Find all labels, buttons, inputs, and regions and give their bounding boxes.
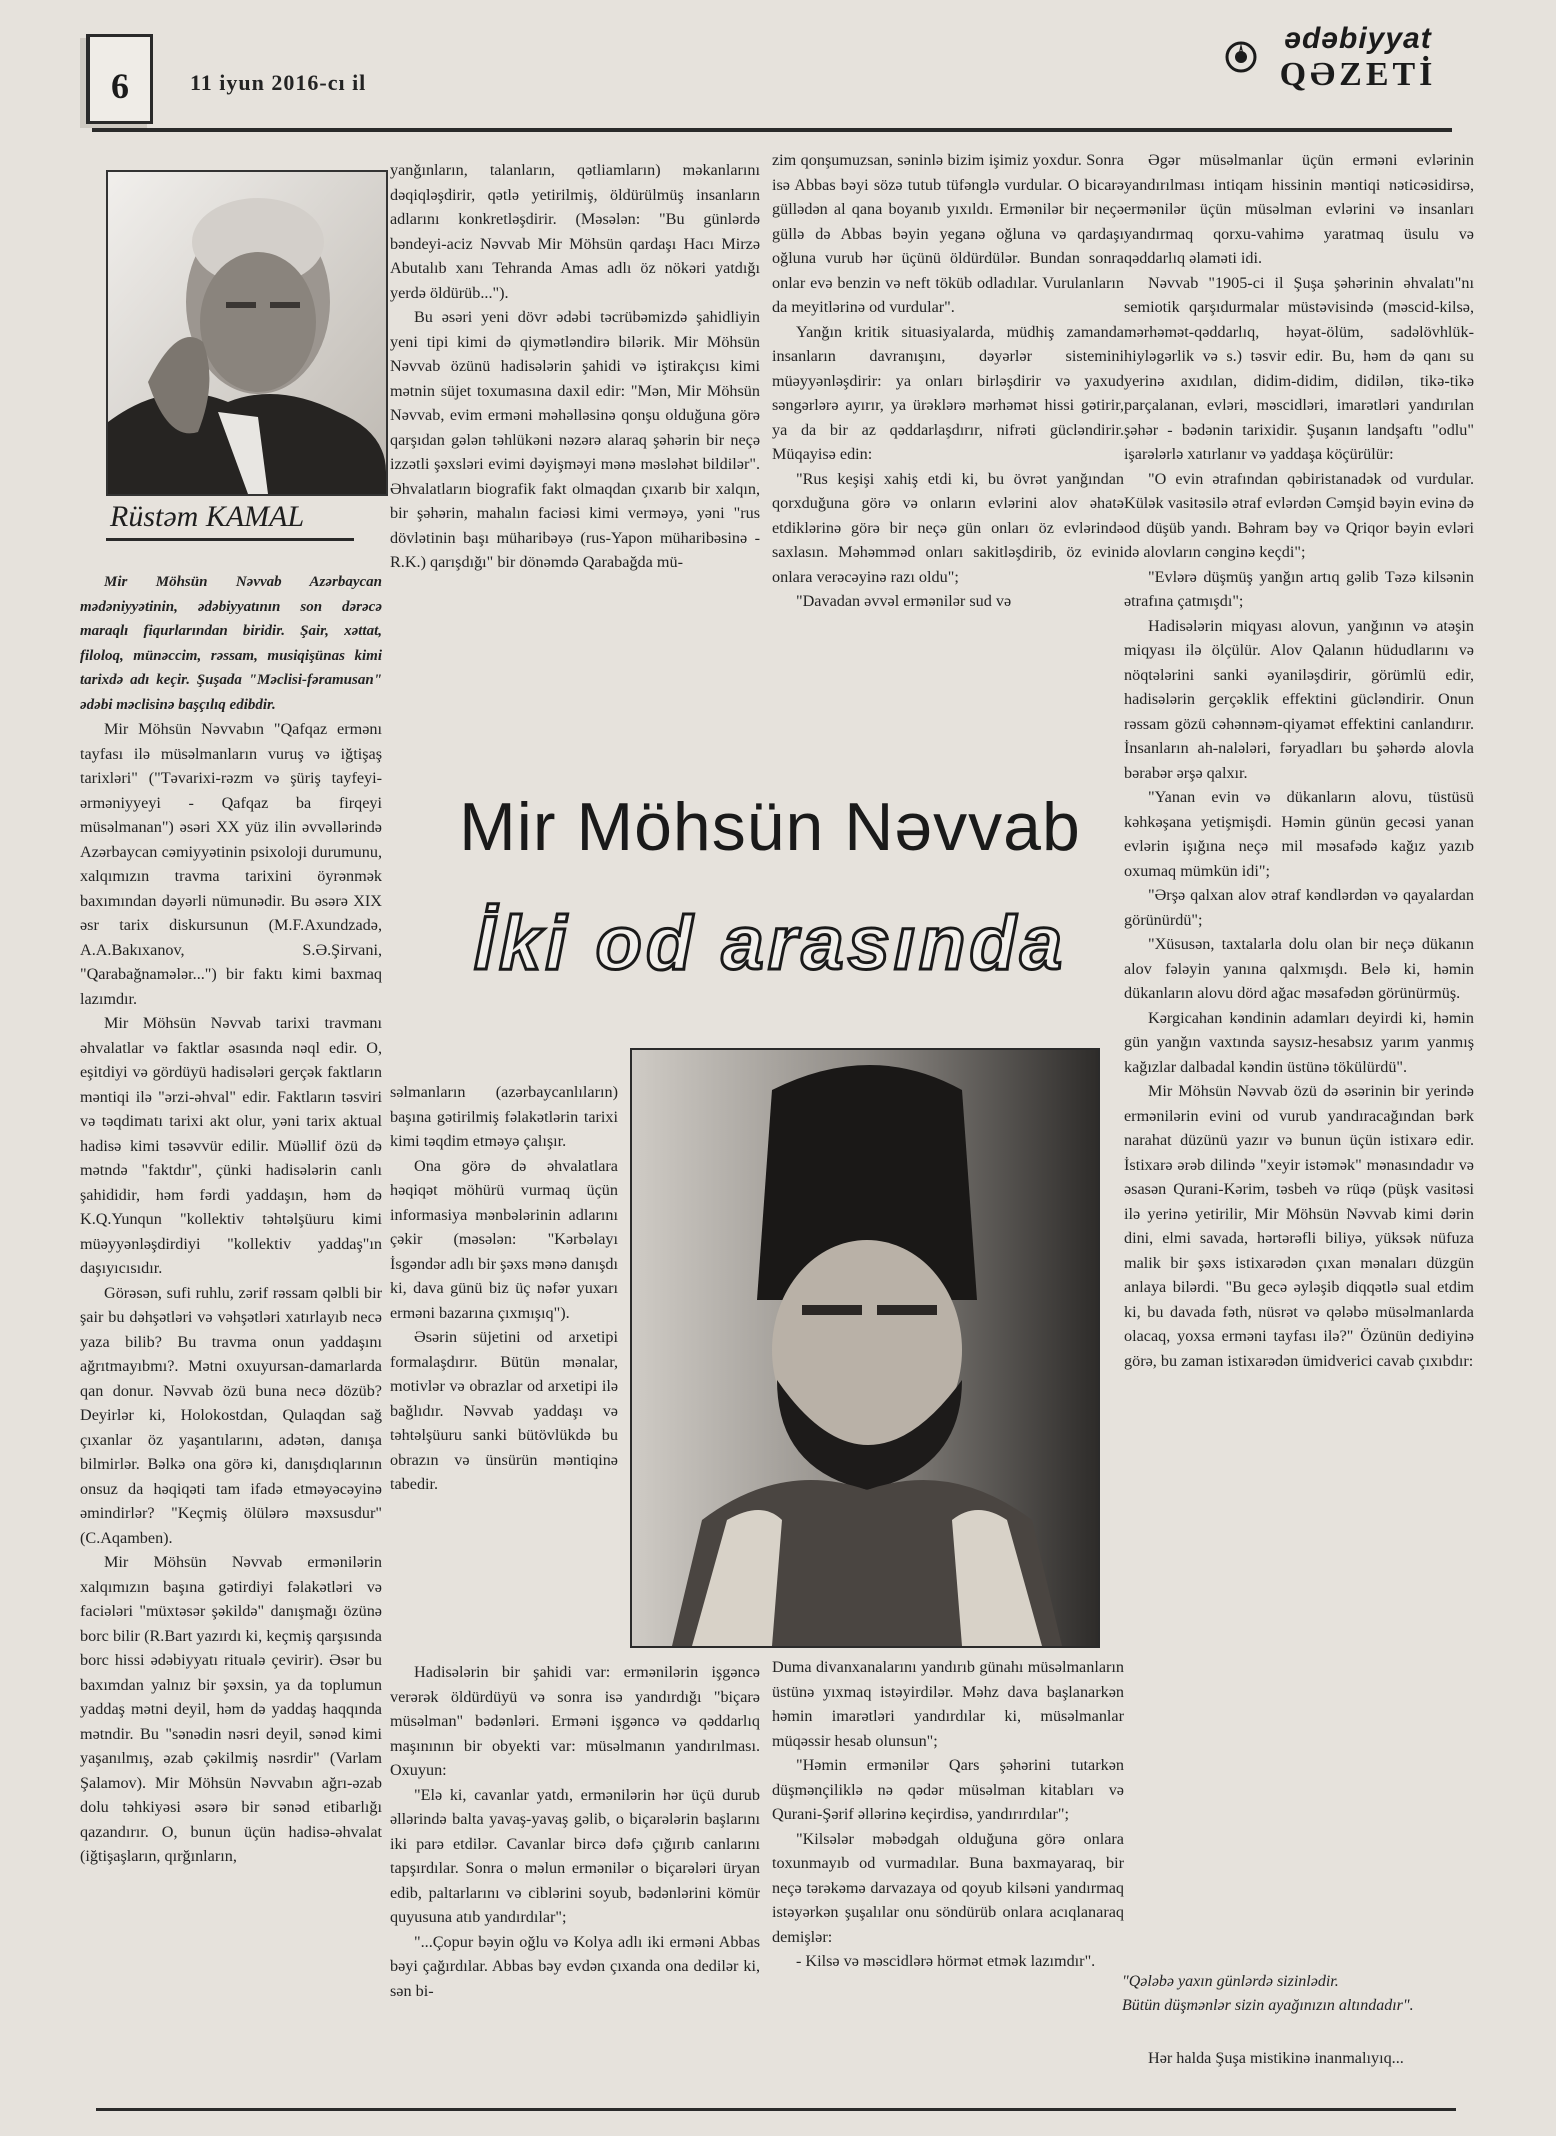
paragraph: Mir Möhsün Nəvvab tarixi travmanı əhvalatlar və faktlar əsasında nəql edir. O, eşitdiyi və gördüyü hadisələri gerçək faktların məntiqi ilə "ərzi-əhval" edir. Faktların təsviri və təqdimatı tarixi akt olur, yəni tarix aktual hadisə kimi təsəvvür edilir. Müəllif özü də mətndə "faktdır", çünki hadisələrin canlı şahididir, həm fərdi yaddaşın, həm də K.Q.Yunqun "kollektiv təhtəlşüuru kimi müəyyənləşdirdiyi "kollektiv yaddaş"ın daşıyıcısıdır. [80, 1014, 382, 1277]
paragraph: Nəvvab "1905-ci il Şuşa şəhərinin əhvalatı"nı semiotik qarşıdurmalar müstəvisində (məscid-kilsə, mərhəmət-qəddarlıq, həyat-ölüm, sadəlövhlük-hiyləgərlik və s.) təsvir edir. Bu, həm də qanı su yerinə axıdılan, didim-didim, didilən, tikə-tikə parçalanan, evləri, məscidləri, imarətləri yandırılan şəhər - bədənin tarixidir. Şuşanın landşaftı "odlu" işarələrlə xatırlanır və yaddaşa köçürülür: [1124, 273, 1474, 463]
paragraph: "Yanan evin və dükanların alovu, tüstüsü kəhkəşana yetişmişdi. Həmin günün gecəsi yanan evlərin işığına neçə mil məsafədə kağız yazıb oxumaq mümkün idi"; [1124, 788, 1474, 880]
navvab-portrait-photo [630, 1048, 1100, 1648]
paragraph: "Həmin ermənilər Qars şəhərini tutarkən düşmənçiliklə nə qədər müsəlman kitabları və Qurani-Şərif əllərinə keçirdisə, yandırırdılar"; [772, 1756, 1124, 1823]
quoted-verse [1122, 1970, 1474, 2018]
page-number: 6 [111, 66, 129, 106]
paragraph: Yanğın kritik situasiyalarda, müdhiş zamanda insanların davranışını, dəyərlər sistemini müəyyənləşdirir: ya onları birləşdirir və yaxud səngərlərə ayırır, ya ürəklərə mərhəmət hissi gətirir, ya da bir az qəddarlaşdırır, nifrəti gücləndirir. Müqayisə edin: [772, 322, 1124, 463]
paragraph: zim qonşumuzsan, səninlə bizim işimiz yoxdur. Sonra isə Abbas bəyi sözə tutub tüfənglə vurdular. O bicarə güllədən al qana boyanıb yıxıldı. Ermənilər bir neçə güllə də Abbas bəyin yeganə oğluna və qardaşı oğluna vurub hər üçünü öldürdülər. Bundan sonra onlar evə benzin və neft töküb odladılar. Vurulanların da meyitlərinə od vurdular". [772, 151, 1124, 316]
paragraph: "Evlərə düşmüş yanğın artıq gəlib Təzə kilsənin ətrafına çatmışdı"; [1124, 567, 1474, 610]
paragraph: - Kilsə və məscidlərə hörmət etmək lazımdır". [796, 1952, 1096, 1970]
paragraph: Bu əsəri yeni dövr ədəbi təcrübəmizdə şahidliyin yeni tipi kimi də qiymətləndirə bilərik. Mir Möhsün Nəvvab özünü hadisələrin şahidi və iştirakçısı kimi mətnin süjet toxumasına daxil edir: "Mən, Mir Möhsün Nəvvab, evim erməni məhəlləsinə qonşu olduğuna görə qarşıdan gələn təhlükəni nəzərə alaraq şəhərin bir neçə izzətli şəxsləri evimi dəyişməyi mənə məsləhət bildilər". Əhvalatların biografik fakt olmaqdan çıxarıb bir xalqın, bir şəhərin, mahalın faciəsi kimi verməyə, yəni "rus dövlətinin başı müharibəyə (rus-Yapon müharibəsinə - R.K.) qarışdığı" bir dönəmdə Qarabağda mü- [390, 308, 760, 571]
paragraph: "Kilsələr məbədgah olduğuna görə onlara toxunmayıb od vurmadılar. Buna baxmayaraq, bir neçə tərəkəmə darvazaya od qoyub kilsəni yandırmaq istəyərkən şuşalılar onu söndürüb onlara acıqlanaraq demişlər: [772, 1829, 1124, 1946]
masthead-title-top: ədəbiyyat [1284, 22, 1432, 55]
page-number-box [86, 34, 153, 124]
paragraph: Hadisələrin bir şahidi var: ermənilərin işgəncə verərək öldürdüyü və sonra isə yandırdığı "biçarə müsəlman" bədənləri. Erməni işgəncə və qəddarlıq maşınının bir obyekti var: müsəlmanın yandırılması. Oxuyun: [390, 1663, 760, 1779]
column-2-middle [390, 1080, 618, 1497]
paragraph: "Rus keşişi xahiş etdi ki, bu övrət yanğından qorxduğuna görə və onların evlərini alov əhatə etdiklərinə görə bir neçə gün onları öz evlərində saxlasın. Məhəmməd onları sakitləşdirib, öz evini onlara verəcəyinə razı oldu"; [772, 469, 1124, 586]
paragraph: Əsərin süjetini od arxetipi formalaşdırır. Bütün mənalar, motivlər və obrazlar od arxetipi ilə bağlıdır. Nəvvab yaddaşı və təhtəlşüuru sanki bütövlükdə bu obrazın və ünsürün məntiqinə tabedir. [390, 1328, 618, 1493]
author-name: Rüstəm KAMAL [110, 500, 305, 533]
author-portrait [106, 170, 388, 496]
column-3-bottom [772, 1655, 1124, 1974]
article-lead: Mir Möhsün Nəvvab Azərbaycan mədəniyyətinin, ədəbiyyatının son dərəcə maraqlı fiqurlarından biridir. Şair, xəttat, filoloq, münəccim, rəssam, musiqişünas kimi tarixdə adı keçir. Şuşada "Məclisi-fəramusan" ədəbi məclisinə başçılıq edibdir. [80, 574, 382, 713]
verse-line: Bütün düşmənlər sizin ayağınızın altındadır". [1122, 1997, 1414, 2014]
paragraph: Ona görə də əhvalatlara həqiqət möhürü vurmaq üçün informasiya mənbələrinin adlarını çəkir (məsələn: "Kərbəlayı İsgəndər adlı bir şəxs mənə danışdı ki, dava günü biz üç nəfər yuxarı erməni bazarına çıxmışıq"). [390, 1156, 618, 1322]
paragraph: "Davadan əvvəl ermənilər sud və [796, 592, 1012, 610]
paragraph: səlmanların (azərbaycanlıların) başına gətirilmiş fəlakətlərin tarixi kimi təqdim etməyə çalışır. [390, 1083, 618, 1150]
paragraph: Mir Möhsün Nəvvabın "Qafqaz ermənı tayfası ilə müsəlmanların vuruş və iğtişaş tarixləri" ("Təvarixi-rəzm və şüriş tayfeyi-ərməniyyeyi - Qafqaz ba firqeyi müsəlmanan") əsəri XX yüz ilin əvvəllərində Azərbaycan cəmiyyətinin psixoloji durumunu, xalqımızın travma tarixini öyrənmək baxımından dəyərli nümunədir. Bu əsərə XIX əsr tarix diskursunun (M.F.Axundzadə, A.A.Bakıxanov, S.Ə.Şirvani, "Qarabağnamələr...") bir faktı kimi baxmaq lazımdır. [80, 720, 382, 1008]
paragraph: Hadisələrin miqyası alovun, yanğının və atəşin miqyası ilə ölçülür. Alov Qalanın hüdudlarını və nöqtələrini sanki əyaniləşdirir, görümlü edir, hadisələrin gerçəklik effektini gücləndirir. Onun rəssam gözü cəhənnəm-qiyamət effektini canlandırır. İnsanların ah-nalələri, fəryadları bu şəhərdə alovla bərabər ərşə qalxır. [1124, 616, 1474, 782]
column-3-top [772, 148, 1124, 614]
paragraph: "...Çopur bəyin oğlu və Kolya adlı iki erməni Abbas bəyi çağırdılar. Abbas bəy evdən çıxanda ona dedilər ki, sən bi- [390, 1932, 760, 2000]
paragraph: "Ərşə qalxan alov ətraf kəndlərdən və qayalardan görünürdü"; [1124, 886, 1474, 929]
masthead-title-bottom: QƏZETİ [1279, 56, 1437, 93]
paragraph: Əgər müsəlmanlar üçün erməni evlərinin yandırılması intiqam hissinin məntiqi nəticəsidirsə, ermənilər üçün müsəlman evlərini və insanları yandırmaq qorxu-vahimə yaratmaq üsulu və qəddarlıq əlaməti idi. [1124, 151, 1474, 267]
column-4 [1124, 148, 1474, 1373]
paragraph: Mir Möhsün Nəvvab ermənilərin xalqımızın başına gətirdiyi fəlakətləri və faciələri "müxtəsər şəkildə" danışmağı özünə borc bilir (R.Bart yazırdı ki, keçmiş qarşısında borc hissi ədəbiyyatı ritualə çevirir). Əsər bu baxımdan yalnız bir şəxsin, ya da toplumun yaddaş mətni deyil, həm də yaddaş haqqında mətndir. Bu "sənədin nəsri deyil, sənəd kimi yaşanılmış, əzab çəkilmiş nəsrdir" (Varlam Şalamov). Mir Möhsün Nəvvabın ağrı-əzab dolu təhkiyəsi əsərə bir sənəd etibarlığı qazandırır. O, bunun üçün hadisə-əhvalat (iğtişaşların, qırğınların, [80, 1553, 382, 1865]
article-subtitle: İki od arasında [473, 901, 1067, 986]
paragraph: "Xüsusən, taxtalarla dolu olan bir neçə dükanın alov fələyin yanına qalxmışdı. Belə ki, həmin dükanların alovu dörd ağac məsafədən görünürmüş. [1124, 935, 1474, 1002]
paragraph: Mir Möhsün Nəvvab özü də əsərinin bir yerində ermənilərin evini od vurub yandıracağından bərk narahat düzünü yazır və bunun üçün istixarə edir. İstixarə ərəb dilində "xeyir istəmək" mənasındadır və əsasən Qurani-Kərim, təsbeh və rüqə (püşk vasitəsi ilə yerinə yetirilir, Mir Möhsün Nəvvab kimi dərin dini, elmi savada, hərtərəfli biliyə, yüksək nüfuza malik bir şəxs istixarədən çıxan mənaları düzgün anlaya bilərdi. "Bu gecə əyləşib diqqətlə sual etdim ki, bu davada fəth, nüsrət və qələbə müsəlmanlarda olacaq, yoxsa erməni tayfası ilə?" Özünün dediyinə görə, bu zaman istixarədən ümidverici cavab çıxıbdır: [1124, 1082, 1474, 1370]
author-name-underline [106, 538, 354, 541]
article-title: Mir Möhsün Nəvvab [459, 789, 1081, 865]
verse-line: "Qələbə yaxın günlərdə sizinlədir. [1122, 1973, 1339, 1990]
issue-date: 11 iyun 2016-cı il [190, 70, 367, 95]
header-rule [92, 128, 1452, 132]
paragraph: "Elə ki, cavanlar yatdı, ermənilərin hər üçü durub əllərində balta yavaş-yavaş gəlib, o biçarələrin başlarını iki parə etdilər. Cavanlar bircə dəfə çığırıb canlarını tapşırdılar. Sonra o məlun ermənilər o biçarələri üryan edib, paltarlarını və ciblərini soyub, bədənlərini kömür quyusuna atıb yandırdılar"; [390, 1785, 760, 1926]
paragraph: Kərgicahan kəndinin adamları deyirdi ki, həmin gün yanğın vaxtında saysız-hesabsız yarım yanmış kağızlar dalbadal kəndin üstünə tökülürdü". [1124, 1008, 1474, 1076]
paragraph: Duma divanxanalarını yandırıb günahı müsəlmanların üstünə yıxmaq istəyirdilər. Məhz dava başlanarkən həmin imarətləri yandırdılar ki, müsəlmanlar müqəssir hesab olunsun"; [772, 1658, 1124, 1750]
paragraph: Görəsən, sufi ruhlu, zərif rəssam qəlbli bir şair bu dəhşətləri və vəhşətləri xatırlayıb necə yaza bilib? Bu travma onun yaddaşını ağrıtmayıbmı?. Mətni oxuyursan-damarlarda qan donur. Nəvvab özü buna necə dözüb? Deyirlər ki, Holokostdan, Qulaqdan sağ çıxanlar öz yaşantılarını, adətən, danışa bilmirlər. Bəlkə ona görə ki, danışdıqlarının onsuz da həqiqəti tam ifadə etməyəcəyinə əmindirlər? "Keçmiş ölülərə məxsusdur" (C.Aqamben). [80, 1283, 382, 1547]
footer-rule [96, 2108, 1456, 2111]
column-2-top [390, 158, 760, 575]
closing-line: Hər halda Şuşa mistikinə inanmalıyıq... [1148, 2049, 1404, 2067]
paragraph: "O evin ətrafından qəbiristanadək od vurdular. Külək vasitəsilə ətraf evlərdən Cəmşid bəyin evinə də od düşüb yandı. Bəhram bəy və Qriqor bəyin evləri də alovların cənginə keçdi"; [1124, 469, 1474, 561]
column-1 [80, 570, 382, 1869]
paragraph: yanğınların, talanların, qətliamların) məkanlarını dəqiqləşdirir, qətlə yetirilmiş, öldürülmüş insanların adlarını konkretləşdirir. (Məsələn: "Bu günlərdə bəndeyi-aciz Nəvvab Mir Möhsün qardaşı Hacı Mirzə Abutalıb xanı Tehranda Amas adlı öz nökəri yatdığı yerdə öldürüb..."). [390, 161, 760, 302]
column-2-bottom [390, 1660, 760, 2003]
masthead-emblem-icon [1224, 40, 1258, 74]
